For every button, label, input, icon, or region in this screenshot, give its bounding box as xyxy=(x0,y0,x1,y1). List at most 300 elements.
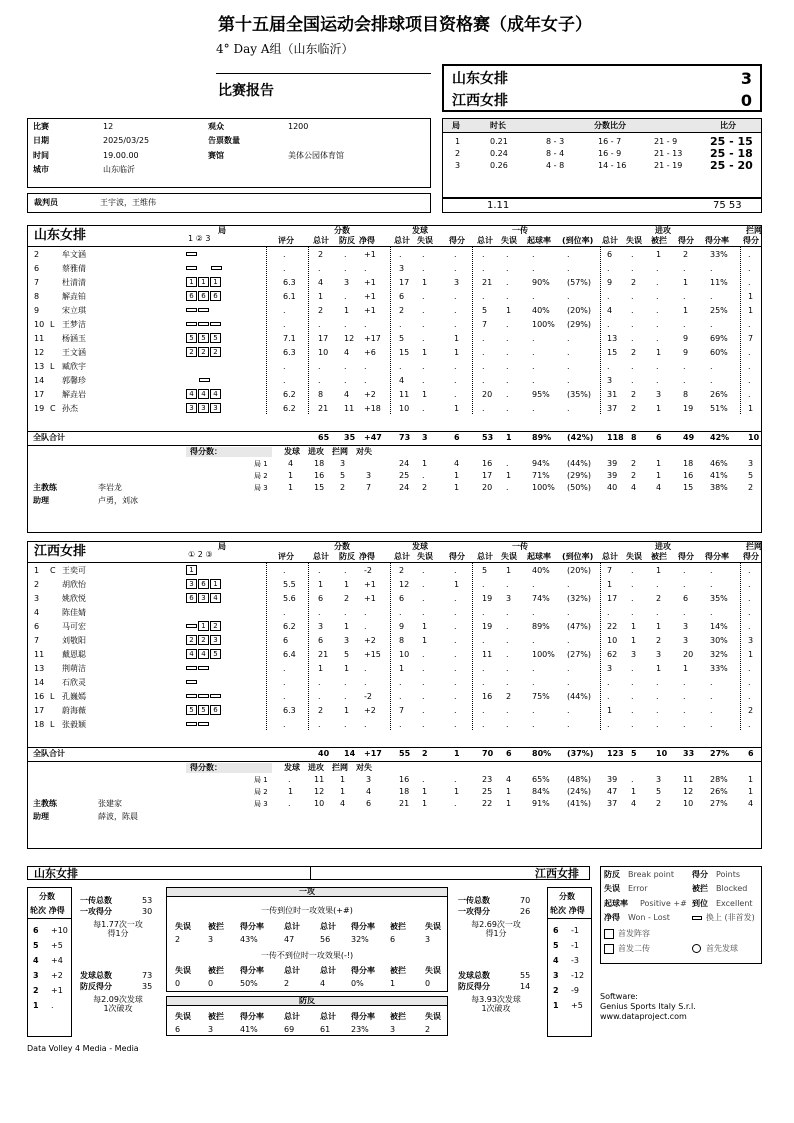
legend-term: 失误 xyxy=(604,884,620,893)
stat-cell: (47%) xyxy=(567,622,592,631)
set-row-cell: 8 - 4 xyxy=(546,149,565,158)
team-total-cell: 3 xyxy=(422,433,428,442)
mid-cell: 1 xyxy=(390,979,396,988)
set-stat-cell: . xyxy=(422,775,425,784)
points-label: 得分数： xyxy=(190,447,222,456)
column-header: 总计 xyxy=(602,236,618,245)
assistant-label: 助理 xyxy=(33,812,49,821)
set-row-label: 局 2 xyxy=(254,472,268,480)
info-label: 城市 xyxy=(33,165,49,174)
player-name: 蔡雅倩 xyxy=(62,264,86,273)
sets-header: 比分 xyxy=(720,121,736,130)
lineup-icon xyxy=(604,944,614,954)
stat-cell: . xyxy=(631,692,634,701)
set-row-cell: 8 - 3 xyxy=(546,137,565,146)
stat-cell: 100% xyxy=(532,650,555,659)
stat-cell: 1 xyxy=(422,636,428,645)
stat-cell: . xyxy=(631,320,634,329)
stat-cell: . xyxy=(567,376,570,385)
stat-cell: . xyxy=(283,566,286,575)
rotation-number: 5 xyxy=(33,941,39,950)
stat-cell: . xyxy=(710,264,713,273)
stat-cell: . xyxy=(710,376,713,385)
info-label: 观众 xyxy=(208,122,224,131)
stat-cell: . xyxy=(364,664,367,673)
stat-cell: . xyxy=(454,250,457,259)
mid-cell: 2 xyxy=(425,1025,431,1034)
rotation-value: -12 xyxy=(571,971,585,980)
team-total-cell: 55 xyxy=(399,749,411,758)
stat-cell: 100% xyxy=(532,320,555,329)
set-stat-cell: 25 xyxy=(482,787,493,796)
stat-cell: . xyxy=(710,608,713,617)
side-stat-value: 53 xyxy=(142,896,153,905)
mid-cell: 56 xyxy=(320,935,331,944)
team-total-cell: +17 xyxy=(364,749,382,758)
player-number: 3 xyxy=(34,594,40,603)
set-stat-cell: 26% xyxy=(710,787,728,796)
stat-cell: . xyxy=(364,720,367,729)
stat-cell: 1 xyxy=(318,664,324,673)
set-stat-cell: . xyxy=(454,799,457,808)
stat-cell: . xyxy=(506,706,509,715)
stat-cell: . xyxy=(482,348,485,357)
stat-cell: . xyxy=(454,264,457,273)
stat-cell: (27%) xyxy=(567,650,592,659)
mid-cell: 3 xyxy=(208,935,214,944)
stat-cell: +17 xyxy=(364,334,381,343)
set-stat-cell: 1 xyxy=(506,787,512,796)
stat-cell: . xyxy=(399,362,402,371)
stat-cell: 11% xyxy=(710,278,728,287)
player-number: 7 xyxy=(34,278,40,287)
stat-cell: 11 xyxy=(399,390,410,399)
stat-cell: . xyxy=(422,650,425,659)
total-duration: 1.11 xyxy=(487,200,510,211)
set-stat-cell: 39 xyxy=(607,775,618,784)
stat-cell: 3 xyxy=(656,390,662,399)
stat-cell: . xyxy=(656,678,659,687)
stat-cell: 5 xyxy=(399,334,405,343)
player-number: 7 xyxy=(34,636,40,645)
stat-cell: -2 xyxy=(364,692,372,701)
stat-cell: . xyxy=(454,706,457,715)
rotation-number: 6 xyxy=(33,926,39,935)
set-stat-cell: 24 xyxy=(399,483,410,492)
team-total-cell: 33 xyxy=(683,749,695,758)
stat-cell: 1 xyxy=(422,278,428,287)
stat-cell: 1 xyxy=(344,580,350,589)
set-stat-cell: . xyxy=(422,471,425,480)
team-b-name: 江西女排 xyxy=(452,93,508,109)
set-position-mark xyxy=(211,266,222,270)
group-header: 局 xyxy=(218,542,226,551)
stat-cell: . xyxy=(422,664,425,673)
stat-cell: 33% xyxy=(710,664,728,673)
set-position-mark: 1 xyxy=(210,579,221,589)
stat-cell: 1 xyxy=(607,580,613,589)
stat-cell: +2 xyxy=(364,636,376,645)
mid-cell: 3 xyxy=(425,935,431,944)
stat-cell: 1 xyxy=(748,404,754,413)
mid-header: 被拦 xyxy=(208,922,224,931)
side-stat-value: 70 xyxy=(520,896,531,905)
mid-header: 得分率 xyxy=(351,922,375,931)
set-stat-cell: 12 xyxy=(683,787,694,796)
stat-cell: . xyxy=(631,264,634,273)
stat-cell: 21 xyxy=(318,404,329,413)
team-total-cell: 10 xyxy=(748,433,760,442)
stat-cell: 1 xyxy=(683,664,689,673)
mid-header: 被拦 xyxy=(208,966,224,975)
stat-cell: +2 xyxy=(364,390,376,399)
set-stat-cell: 1 xyxy=(422,459,428,468)
player-name: 牟文涵 xyxy=(62,250,86,259)
set-position-mark: 5 xyxy=(198,333,209,343)
column-header: 净得 xyxy=(359,552,375,561)
stat-cell: . xyxy=(283,264,286,273)
points-cell: . xyxy=(288,775,291,784)
set-stat-cell: 46% xyxy=(710,459,728,468)
set-position-mark xyxy=(186,680,197,684)
player-number: 2 xyxy=(34,250,40,259)
set-position-mark xyxy=(186,308,197,312)
player-name: 杜清清 xyxy=(62,278,86,287)
stat-cell: 1 xyxy=(631,622,637,631)
set-stat-cell: 22 xyxy=(482,799,493,808)
stat-cell: 3 xyxy=(506,594,512,603)
set-row-cell: 16 - 7 xyxy=(598,137,622,146)
stat-cell: . xyxy=(422,334,425,343)
stat-cell: . xyxy=(454,608,457,617)
points-cell: 11 xyxy=(314,775,325,784)
set-stat-cell: 39 xyxy=(607,459,618,468)
stat-cell: . xyxy=(656,334,659,343)
stat-cell: +6 xyxy=(364,348,376,357)
set-position-mark: 1 xyxy=(198,277,209,287)
stat-cell: . xyxy=(422,678,425,687)
coach-name: 李岩龙 xyxy=(98,483,122,492)
points-label: 得分数： xyxy=(190,763,222,772)
team-total-cell: 89% xyxy=(532,433,552,442)
stat-cell: . xyxy=(656,692,659,701)
set-row-cell: 2 xyxy=(455,149,461,158)
stat-cell: 1 xyxy=(344,706,350,715)
bottom-team-a: 山东女排 xyxy=(34,867,78,880)
set-position-mark xyxy=(198,722,209,726)
set-stat-cell: 1 xyxy=(656,471,662,480)
player-name: 张毅颖 xyxy=(62,720,86,729)
info-label: 告票数量 xyxy=(208,136,240,145)
stat-cell: . xyxy=(482,404,485,413)
stat-cell: . xyxy=(567,608,570,617)
team-total-cell: 42% xyxy=(710,433,730,442)
stat-cell: . xyxy=(656,264,659,273)
points-cell: . xyxy=(288,799,291,808)
player-set-positions xyxy=(186,691,222,703)
stat-cell: 6 xyxy=(399,594,405,603)
set-stat-cell: 2 xyxy=(748,483,754,492)
stat-cell: . xyxy=(506,678,509,687)
stat-cell: +1 xyxy=(364,250,376,259)
stat-cell: . xyxy=(506,608,509,617)
stat-cell: 1 xyxy=(656,404,662,413)
stat-cell: 3 xyxy=(454,278,460,287)
stat-cell: 6 xyxy=(399,292,405,301)
stat-cell: . xyxy=(748,594,751,603)
stat-cell: . xyxy=(422,580,425,589)
stat-cell: 2 xyxy=(656,636,662,645)
player-name: 宋立琪 xyxy=(62,306,86,315)
set-row-cell: 4 - 8 xyxy=(546,161,565,170)
player-name: 刘敬阳 xyxy=(62,636,86,645)
stat-cell: . xyxy=(506,264,509,273)
set-position-mark: 5 xyxy=(186,333,197,343)
set-row-cell: 21 - 13 xyxy=(654,149,683,158)
team-total-cell: (42%) xyxy=(567,433,594,442)
stat-cell: 5.6 xyxy=(283,594,296,603)
player-role: L xyxy=(50,362,55,371)
stat-cell: 40% xyxy=(532,306,550,315)
stat-cell: . xyxy=(631,292,634,301)
stat-cell: 3 xyxy=(683,636,689,645)
stat-cell: 3 xyxy=(318,622,324,631)
stat-cell: +15 xyxy=(364,650,381,659)
column-header: 得分 xyxy=(449,552,465,561)
player-name: 姚欣悦 xyxy=(62,594,86,603)
points-cell: 2 xyxy=(340,483,346,492)
stat-cell: (29%) xyxy=(567,320,592,329)
column-header: 失误 xyxy=(417,552,433,561)
mid-cell: 3 xyxy=(208,1025,214,1034)
side-stat-value: 30 xyxy=(142,907,153,916)
mid-cell: 69 xyxy=(284,1025,295,1034)
stat-cell: . xyxy=(506,636,509,645)
set-position-mark: 2 xyxy=(186,347,197,357)
stat-cell: -2 xyxy=(364,566,372,575)
stat-cell: 16 xyxy=(482,692,493,701)
stat-cell: . xyxy=(399,320,402,329)
set-position-mark xyxy=(210,694,221,698)
set-position-mark: 5 xyxy=(210,649,221,659)
column-header: 总计 xyxy=(313,552,329,561)
set-position-mark: 2 xyxy=(198,347,209,357)
set-position-mark: 5 xyxy=(186,705,197,715)
assistant-names: 薛波，陈晨 xyxy=(98,812,138,821)
stat-cell: 14% xyxy=(710,622,728,631)
player-name: 解垚岩 xyxy=(62,390,86,399)
stat-cell: . xyxy=(567,678,570,687)
stat-cell: . xyxy=(454,390,457,399)
info-label: 时间 xyxy=(33,151,49,160)
player-set-positions xyxy=(186,291,222,303)
set-stat-cell: 15 xyxy=(683,483,694,492)
mid-header: 总计 xyxy=(284,922,300,931)
stat-cell: . xyxy=(422,320,425,329)
stat-cell: . xyxy=(506,580,509,589)
set-stat-cell: 4 xyxy=(631,483,637,492)
stat-cell: . xyxy=(283,320,286,329)
set-position-mark: 4 xyxy=(186,649,197,659)
stat-cell: 2 xyxy=(631,348,637,357)
stat-cell: . xyxy=(532,720,535,729)
stat-cell: 1 xyxy=(344,664,350,673)
stat-cell: . xyxy=(482,664,485,673)
mid-header: 失误 xyxy=(175,922,191,931)
stat-cell: . xyxy=(656,720,659,729)
set-position-mark: 3 xyxy=(210,635,221,645)
stat-cell: . xyxy=(567,348,570,357)
set-row-cell: 16 - 9 xyxy=(598,149,622,158)
set-row-cell: 21 - 9 xyxy=(654,137,678,146)
match-info xyxy=(27,118,431,188)
player-set-positions xyxy=(186,621,222,633)
set-position-mark: 3 xyxy=(186,403,197,413)
side-stat-value: 14 xyxy=(520,982,531,991)
stat-cell: . xyxy=(656,320,659,329)
set-stat-cell: 3 xyxy=(656,775,662,784)
set-position-mark xyxy=(186,252,197,256)
stat-cell: . xyxy=(683,376,686,385)
referee-names: 王宇波，王维伟 xyxy=(100,198,156,207)
player-set-positions xyxy=(186,375,211,387)
team-total-cell: 65 xyxy=(318,433,330,442)
stat-cell: . xyxy=(532,250,535,259)
stat-cell: 5 xyxy=(482,566,488,575)
stat-cell: . xyxy=(683,608,686,617)
set-stat-cell: 16 xyxy=(399,775,410,784)
player-set-positions xyxy=(186,565,198,577)
stat-cell: . xyxy=(399,720,402,729)
mid-header: 失误 xyxy=(175,966,191,975)
set-position-mark xyxy=(198,694,209,698)
player-name: 戴恩聪 xyxy=(62,650,86,659)
set-stat-cell: 27% xyxy=(710,799,728,808)
stat-cell: . xyxy=(506,334,509,343)
team-total-cell: 6 xyxy=(748,749,754,758)
stat-cell: . xyxy=(344,720,347,729)
stat-cell: . xyxy=(532,348,535,357)
stat-cell: . xyxy=(482,678,485,687)
column-header: 被拦 xyxy=(651,236,667,245)
mid-header: 得分率 xyxy=(351,966,375,975)
set-stat-cell: 1 xyxy=(506,471,512,480)
team-total-cell: 40 xyxy=(318,749,330,758)
set-row-cell: 0.26 xyxy=(490,161,508,170)
stat-cell: 4 xyxy=(399,376,405,385)
stat-cell: . xyxy=(607,720,610,729)
set-stat-cell: 2 xyxy=(422,483,428,492)
stat-cell: . xyxy=(454,306,457,315)
stat-cell: . xyxy=(422,306,425,315)
legend-desc: 首发阵容 xyxy=(618,929,650,938)
stat-cell: 7 xyxy=(748,334,754,343)
rotation-number: 1 xyxy=(33,1001,39,1010)
stat-cell: . xyxy=(656,608,659,617)
player-number: 2 xyxy=(34,580,40,589)
stat-cell: . xyxy=(318,608,321,617)
side-stat-note: 每2.69次一攻 得1分 xyxy=(471,920,521,938)
stat-cell: . xyxy=(318,678,321,687)
stat-cell: . xyxy=(454,692,457,701)
stat-cell: . xyxy=(748,250,751,259)
set-stat-cell: 2 xyxy=(656,799,662,808)
player-number: 14 xyxy=(34,376,45,385)
stat-cell: . xyxy=(506,278,509,287)
stat-cell: . xyxy=(748,362,751,371)
player-number: 1 xyxy=(34,566,40,575)
stat-cell: 6.2 xyxy=(283,404,296,413)
first-attack-sub1: 一传到位时一攻效果(+#) xyxy=(261,906,353,915)
total-points: 75 53 xyxy=(713,200,742,211)
column-header: 得分 xyxy=(743,236,759,245)
mid-cell: 2 xyxy=(175,935,181,944)
points-cell: 1 xyxy=(340,775,346,784)
stat-cell: 6.1 xyxy=(283,292,296,301)
stat-cell: 21 xyxy=(482,278,493,287)
set-stat-cell: 4 xyxy=(631,799,637,808)
stat-cell: . xyxy=(710,292,713,301)
set-position-mark xyxy=(186,322,197,326)
stat-cell: . xyxy=(748,664,751,673)
set-stat-cell: 4 xyxy=(454,459,460,468)
set-position-mark: 1 xyxy=(198,621,209,631)
mid-cell: 6 xyxy=(390,935,396,944)
stat-cell: 2 xyxy=(399,566,405,575)
stat-cell: . xyxy=(710,692,713,701)
stat-cell: 9 xyxy=(399,622,405,631)
scoreboard xyxy=(442,64,762,112)
team-total-cell: 123 xyxy=(607,749,624,758)
stat-cell: . xyxy=(283,678,286,687)
assistant-names: 卢勇，刘冰 xyxy=(98,496,138,505)
stat-cell: . xyxy=(683,566,686,575)
stat-cell: . xyxy=(318,376,321,385)
stat-cell: 1 xyxy=(656,566,662,575)
stat-cell: . xyxy=(422,292,425,301)
stat-cell: 1 xyxy=(422,390,428,399)
set-stat-cell: 23 xyxy=(482,775,493,784)
stat-cell: 11 xyxy=(482,650,493,659)
stat-cell: 1 xyxy=(656,622,662,631)
stat-cell: 6.3 xyxy=(283,348,296,357)
player-name: 解垚铂 xyxy=(62,292,86,301)
info-value: 美体公园体育馆 xyxy=(288,151,344,160)
set-stat-cell: 84% xyxy=(532,787,550,796)
group-header: 拦网 xyxy=(746,226,762,235)
set-stat-cell: (48%) xyxy=(567,775,592,784)
stat-cell: 4 xyxy=(344,348,350,357)
side-stat-value: 73 xyxy=(142,971,153,980)
stat-cell: 95% xyxy=(532,390,550,399)
stat-cell: 21 xyxy=(318,650,329,659)
set-stat-cell: 94% xyxy=(532,459,550,468)
stat-cell: . xyxy=(532,636,535,645)
rotation-number: 4 xyxy=(33,956,39,965)
points-cell: 15 xyxy=(314,483,325,492)
set-position-mark: 6 xyxy=(198,291,209,301)
stat-cell: . xyxy=(344,608,347,617)
stat-cell: 32% xyxy=(710,650,728,659)
stat-cell: . xyxy=(283,692,286,701)
stat-cell: . xyxy=(318,362,321,371)
stat-cell: 2 xyxy=(344,594,350,603)
side-stat-label: 一攻得分 xyxy=(80,907,112,916)
column-header: 得分 xyxy=(743,552,759,561)
rotation-number: 1 xyxy=(553,1001,559,1010)
stat-cell: . xyxy=(607,320,610,329)
set-stat-cell: 1 xyxy=(656,459,662,468)
